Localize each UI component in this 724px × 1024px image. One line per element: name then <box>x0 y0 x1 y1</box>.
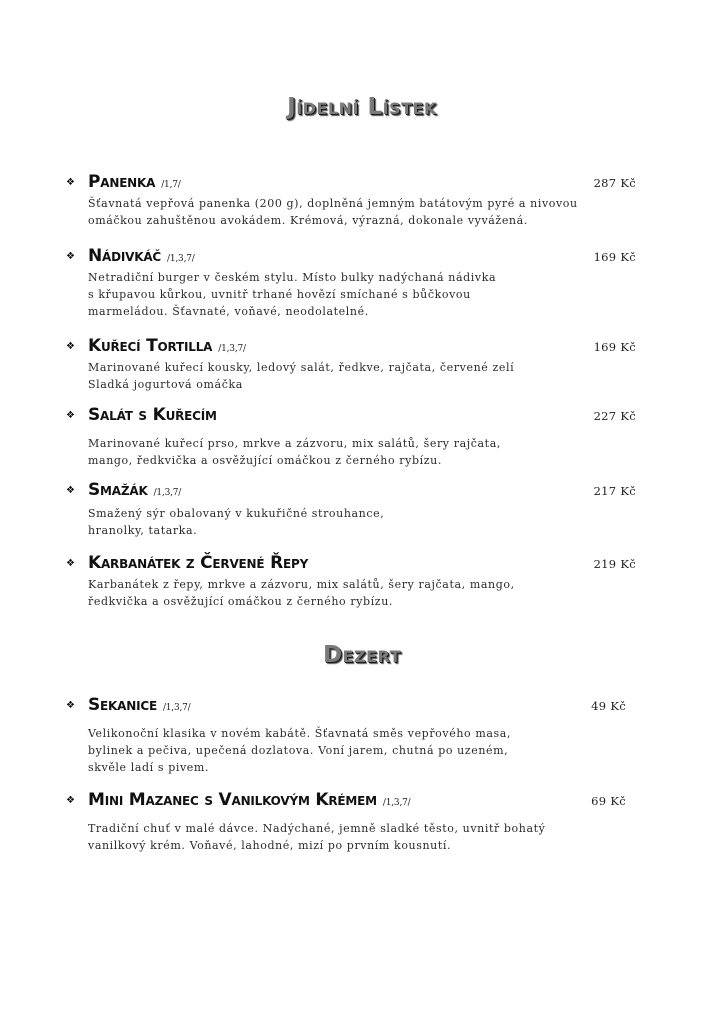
menu-item <box>66 480 636 539</box>
item-description: Marinované kuřecí kousky, ledový salát, ředkve, rajčata, červené zelí Sladká jogurtová omáčka <box>88 361 515 391</box>
diamond-bullet-icon: ❖ <box>66 251 75 262</box>
item-name: Kuřecí Tortilla /1,3,7/ <box>88 336 246 356</box>
menu-item <box>66 172 636 229</box>
item-description: Netradiční burger v českém stylu. Místo bulky nadýchaná nádivka s křupavou kůrkou, uvnitř trhané hovězí smíchané s bůčkovou marmeládou. Šťavnaté, voňavé, neodolatelné. <box>88 271 497 318</box>
item-description: Karbanátek z řepy, mrkve a zázvoru, mix salátů, šery rajčata, mango, ředkvička a osvěžující omáčkou z černého rybízu. <box>88 578 515 608</box>
item-description: Velikonoční klasika v novém kabátě. Šťavnatá směs vepřového masa, bylinek a pečiva, upečená dozlatova. Voní jarem, chutná po uzeném, skvěle ladí s pivem. <box>88 727 512 774</box>
diamond-bullet-icon: ❖ <box>66 558 75 569</box>
item-description: Smažený sýr obalovaný v kukuřičné strouhance, hranolky, tatarka. <box>88 507 385 537</box>
item-name: Sekanice /1,3,7/ <box>88 695 191 715</box>
item-description: Tradiční chuť v malé dávce. Nadýchané, jemně sladké těsto, uvnitř bohatý vanilkový krém. Voňavé, lahodné, mizí po prvním kousnutí. <box>88 822 546 852</box>
item-description: Marinované kuřecí prso, mrkve a zázvoru, mix salátů, šery rajčata, mango, ředkvička a osvěžující omáčkou z černého rybízu. <box>88 437 501 467</box>
item-allergens: /1,3,7/ <box>167 254 195 264</box>
menu-item <box>66 246 636 320</box>
item-allergens: /1,7/ <box>161 180 181 190</box>
dessert-item <box>66 695 636 776</box>
item-allergens: /1,3,7/ <box>218 344 246 354</box>
item-allergens: /1,3,7/ <box>153 488 182 498</box>
item-name: Salát s Kuřecím <box>88 405 217 425</box>
item-name: Nádivkáč /1,3,7/ <box>88 246 195 266</box>
item-price: 169 Kč <box>593 250 636 264</box>
dessert-item <box>66 790 636 854</box>
diamond-bullet-icon: ❖ <box>66 485 75 496</box>
menu-item <box>66 405 636 469</box>
item-price: 227 Kč <box>593 409 636 423</box>
item-price: 219 Kč <box>593 557 636 571</box>
item-price: 169 Kč <box>593 340 636 354</box>
menu-item <box>66 336 636 393</box>
diamond-bullet-icon: ❖ <box>66 341 75 352</box>
dessert-section-title: Dezert <box>322 642 402 668</box>
item-price: 49 Kč <box>591 699 626 713</box>
item-name: Mini Mazanec s Vanilkovým Krémem /1,3,7/ <box>88 790 411 810</box>
diamond-bullet-icon: ❖ <box>66 410 75 421</box>
menu-title: Jídelní Lístek <box>287 94 437 120</box>
item-allergens: /1,3,7/ <box>382 798 411 808</box>
item-allergens: /1,3,7/ <box>162 703 191 713</box>
item-name: Smažák /1,3,7/ <box>88 480 182 500</box>
item-name: Panenka /1,7/ <box>88 172 181 192</box>
item-name: Karbanátek z Červené Řepy <box>88 553 309 573</box>
item-price: 287 Kč <box>593 176 636 190</box>
menu-item <box>66 553 636 610</box>
diamond-bullet-icon: ❖ <box>66 700 75 711</box>
item-price: 217 Kč <box>593 484 636 498</box>
item-price: 69 Kč <box>591 794 626 808</box>
item-description: Šťavnatá vepřová panenka (200 g), doplněná jemným batátovým pyré a nivovou omáčkou zahuštěnou avokádem. Krémová, výrazná, dokonale vyvážená. <box>88 197 578 227</box>
diamond-bullet-icon: ❖ <box>66 177 75 188</box>
diamond-bullet-icon: ❖ <box>66 795 75 806</box>
